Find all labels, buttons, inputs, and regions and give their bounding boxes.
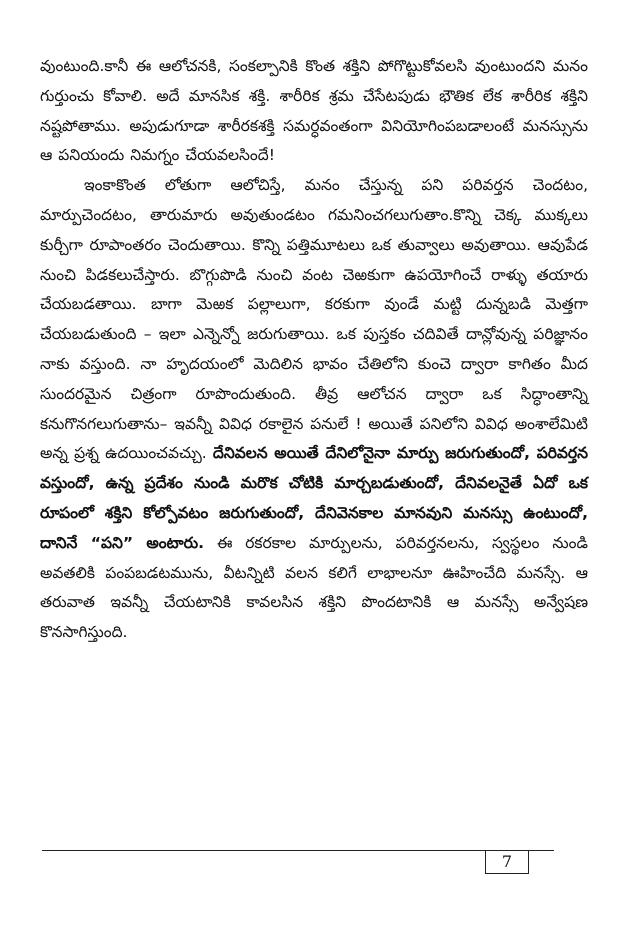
paragraph-2-text: ఇంకాకొంత లోతుగా ఆలోచిస్తే, మనం చేస్తున్న పని పరివర్తన చెందటం, మార్పుచెందటం, తారుమారు అవుతుండటం గమనించగలుగుతాం.కొన్ని చెక్క ముక్కలు కుర్చీగా రూపాంతరం చెందుతాయి. కొన్ని పత్తిమూటలు ఒక తువ్వాలు అవుతాయి. ఆవుపేడ నుంచి పిడకలుచేస్తారు. బొగ్గుపొడి నుంచి వంట చెఱకుగా ఉపయోగించే రాళ్ళు తయారు చేయబడతాయి. బాగా మెఱక పల్లాలుగా, కరకుగా వుండే మట్టి దున్నబడి మెత్తగా చేయబడుతుంది – ఇలా ఎన్నెన్నో జరుగుతాయి. ఒక పుస్తకం చదివితే దాన్లోవున్న పరిజ్ఞానం నాకు వస్తుంది. నా హృదయంలో మెదిలిన భావం చేతిలోని కుంచె ద్వారా కాగితం మీద సుందరమైన చిత్రంగా రూపొందుతుంది. తీవ్ర ఆలోచన ద్వారా ఒక సిద్ధాంతాన్ని కనుగొనగలుగుతాను– ఇవన్నీ వివిధ రకాలైన పనులే ! అయితే పనిలోని వివిధ అంశాలేమిటి అన్న ప్రశ్న ఉదయించవచ్చు. bbox=[40, 176, 588, 463]
work-definition: దేనివలన అయితే దేనిలోనైనా మార్పు జరుగుతుందో, పరివర్తన వస్తుందో, ఉన్న ప్రదేశం నుండి మరొక చోటికి మార్చబడుతుందో, దేనివలనైతే ఏదో ఒక రూపంలో శక్తిని కోల్పోవటం జరుగుతుందో, దేనివెనకాల మానవుని మనస్సు ఉంటుందో, దానినే “పని” అంటారు. bbox=[40, 444, 589, 552]
footer-rule bbox=[42, 850, 554, 851]
paragraph-2 bbox=[40, 171, 588, 648]
page-number: 7 bbox=[485, 850, 529, 874]
paragraph-1: వుంటుంది.కానీ ఈ ఆలోచనకి, సంకల్పానికి కొంత శక్తిని పోగొట్టుకోవలసి వుంటుందని మనం గుర్తుంచు కోవాలి. అదే మానసిక శక్తి. శారీరిక శ్రమ చేసేటపుడు భౌతిక లేక శారీరిక శక్తిని నష్టపోతాము. అపుడుగూడా శారీరకశక్తి సమర్ధవంతంగా వినియోగింపబడాలంటే మనస్సును ఆ పనియందు నిమగ్నం చేయవలసిందే! bbox=[40, 57, 588, 165]
paragraph-2-tail: ఈ రకరకాల మార్పులను, పరివర్తనలను, స్వస్థలం నుండి అవతలికి పంపబడటమును, వీటన్నిటి వలన కలిగే లాభాలనూ ఊహించేది మనస్సే. ఆ తరువాత ఇవన్నీ చేయటానికి కావలసిన శక్తిని పొందటానికి ఆ మనస్సే అన్వేషణ కొనసాగిస్తుంది. bbox=[40, 533, 588, 642]
page-body bbox=[40, 52, 588, 648]
